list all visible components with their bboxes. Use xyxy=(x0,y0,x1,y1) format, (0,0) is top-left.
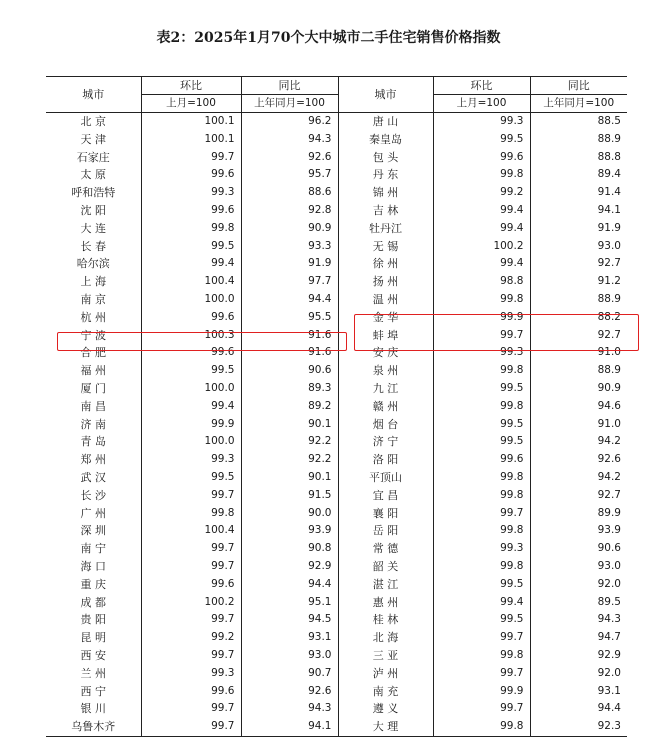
yoy-left: 95.5 xyxy=(241,309,338,327)
city-left: 成 都 xyxy=(80,595,106,609)
mom-left: 99.7 xyxy=(141,718,241,736)
city-left: 深 圳 xyxy=(80,524,106,538)
mom-right: 99.9 xyxy=(433,683,530,701)
table-row xyxy=(46,344,627,362)
yoy-left: 94.4 xyxy=(241,291,338,309)
table-body xyxy=(46,77,627,737)
city-right: 岳 阳 xyxy=(372,524,399,538)
city-left: 哈尔滨 xyxy=(76,257,110,271)
city-left: 南 京 xyxy=(80,292,106,306)
table-row xyxy=(46,647,627,665)
yoy-left: 94.3 xyxy=(241,131,338,149)
table-row xyxy=(46,416,627,434)
mom-right: 99.3 xyxy=(433,113,530,131)
city-right: 扬 州 xyxy=(372,275,399,289)
yoy-right: 88.2 xyxy=(530,309,627,327)
city-right: 蚌 埠 xyxy=(372,328,399,342)
table-row xyxy=(46,309,627,327)
city-left: 太 原 xyxy=(80,168,106,182)
mom-left: 100.0 xyxy=(141,433,241,451)
yoy-right: 92.9 xyxy=(530,647,627,665)
mom-right: 99.8 xyxy=(433,487,530,505)
city-left: 海 口 xyxy=(80,559,106,573)
yoy-right: 94.2 xyxy=(530,433,627,451)
yoy-left: 90.0 xyxy=(241,505,338,523)
city-left: 昆 明 xyxy=(80,631,106,645)
mom-right: 99.8 xyxy=(433,718,530,736)
mom-left: 100.1 xyxy=(141,131,241,149)
mom-base-left: 上月=100 xyxy=(141,95,241,113)
city-right: 徐 州 xyxy=(372,257,399,271)
mom-right: 99.2 xyxy=(433,184,530,202)
mom-right: 99.5 xyxy=(433,611,530,629)
city-left: 厦 门 xyxy=(80,381,106,395)
yoy-left: 88.6 xyxy=(241,184,338,202)
mom-left: 99.7 xyxy=(141,700,241,718)
yoy-right: 88.5 xyxy=(530,113,627,131)
mom-left: 99.4 xyxy=(141,398,241,416)
city-left: 银 川 xyxy=(80,702,106,716)
city-right: 烟 台 xyxy=(372,417,399,431)
table-row xyxy=(46,505,627,523)
yoy-left: 91.6 xyxy=(241,327,338,345)
city-left: 上 海 xyxy=(80,275,106,289)
city-right: 三 亚 xyxy=(372,648,399,662)
city-right: 锦 州 xyxy=(372,186,399,200)
mom-right: 99.7 xyxy=(433,327,530,345)
city-right: 大 理 xyxy=(372,720,399,734)
yoy-left: 92.2 xyxy=(241,433,338,451)
table-row xyxy=(46,238,627,256)
table-row xyxy=(46,665,627,683)
mom-left: 99.3 xyxy=(141,451,241,469)
mom-right: 99.5 xyxy=(433,433,530,451)
yoy-right: 91.0 xyxy=(530,416,627,434)
mom-right: 99.4 xyxy=(433,255,530,273)
mom-left: 99.7 xyxy=(141,647,241,665)
mom-left: 99.5 xyxy=(141,469,241,487)
yoy-right: 89.9 xyxy=(530,505,627,523)
city-right: 平顶山 xyxy=(369,470,402,484)
mom-right: 99.8 xyxy=(433,398,530,416)
mom-left: 99.4 xyxy=(141,255,241,273)
mom-header-left: 环比 xyxy=(141,77,241,95)
yoy-right: 89.4 xyxy=(530,166,627,184)
city-right: 遵 义 xyxy=(372,702,399,716)
yoy-left: 90.1 xyxy=(241,469,338,487)
table-row xyxy=(46,327,627,345)
mom-left: 99.3 xyxy=(141,184,241,202)
mom-left: 99.6 xyxy=(141,576,241,594)
yoy-left: 92.2 xyxy=(241,451,338,469)
city-left: 西 安 xyxy=(80,648,106,662)
mom-left: 99.3 xyxy=(141,665,241,683)
mom-right: 99.4 xyxy=(433,202,530,220)
city-right: 常 德 xyxy=(372,542,399,556)
mom-right: 99.8 xyxy=(433,362,530,380)
mom-left: 99.7 xyxy=(141,149,241,167)
city-left: 西 宁 xyxy=(80,684,106,698)
mom-right: 99.3 xyxy=(433,540,530,558)
city-left: 合 肥 xyxy=(80,346,106,360)
city-left: 北 京 xyxy=(80,115,106,128)
mom-right: 99.8 xyxy=(433,558,530,576)
city-right: 金 华 xyxy=(372,310,399,324)
yoy-right: 88.9 xyxy=(530,131,627,149)
table-row xyxy=(46,113,627,131)
city-right: 丹 东 xyxy=(372,168,399,182)
city-right: 襄 阳 xyxy=(372,506,399,520)
city-right: 无 锡 xyxy=(372,239,399,253)
table-row xyxy=(46,629,627,647)
mom-right: 99.7 xyxy=(433,505,530,523)
yoy-left: 92.6 xyxy=(241,149,338,167)
table-row xyxy=(46,184,627,202)
city-right: 惠 州 xyxy=(372,595,399,609)
city-left: 青 岛 xyxy=(80,435,106,449)
yoy-right: 92.3 xyxy=(530,718,627,736)
city-left: 长 沙 xyxy=(80,488,106,502)
yoy-left: 92.9 xyxy=(241,558,338,576)
yoy-right: 90.9 xyxy=(530,380,627,398)
yoy-left: 97.7 xyxy=(241,273,338,291)
mom-left: 99.6 xyxy=(141,166,241,184)
table-row xyxy=(46,398,627,416)
yoy-left: 90.6 xyxy=(241,362,338,380)
yoy-right: 92.0 xyxy=(530,665,627,683)
mom-left: 100.0 xyxy=(141,291,241,309)
yoy-right: 92.7 xyxy=(530,255,627,273)
yoy-base-left: 上年同月=100 xyxy=(241,95,338,113)
city-right: 秦皇岛 xyxy=(369,132,402,146)
city-left: 大 连 xyxy=(80,221,106,235)
mom-right: 99.6 xyxy=(433,149,530,167)
table-row xyxy=(46,273,627,291)
mom-right: 99.4 xyxy=(433,594,530,612)
yoy-left: 90.8 xyxy=(241,540,338,558)
yoy-right: 89.5 xyxy=(530,594,627,612)
city-right: 泉 州 xyxy=(372,364,399,378)
yoy-left: 89.2 xyxy=(241,398,338,416)
table-row xyxy=(46,558,627,576)
city-right: 九 江 xyxy=(372,381,399,395)
yoy-right: 94.6 xyxy=(530,398,627,416)
mom-left: 99.7 xyxy=(141,611,241,629)
table-row xyxy=(46,131,627,149)
table-row xyxy=(46,522,627,540)
yoy-right: 94.2 xyxy=(530,469,627,487)
yoy-right: 93.1 xyxy=(530,683,627,701)
mom-left: 99.7 xyxy=(141,487,241,505)
mom-base-right: 上月=100 xyxy=(433,95,530,113)
mom-left: 100.4 xyxy=(141,273,241,291)
mom-right: 99.7 xyxy=(433,629,530,647)
city-left: 长 春 xyxy=(80,239,106,253)
mom-left: 100.4 xyxy=(141,522,241,540)
city-right: 南 充 xyxy=(372,684,399,698)
yoy-right: 91.2 xyxy=(530,273,627,291)
city-header-left: 城市 xyxy=(82,88,105,101)
city-right: 洛 阳 xyxy=(372,453,399,467)
city-left: 南 昌 xyxy=(80,399,106,413)
mom-right: 99.8 xyxy=(433,469,530,487)
mom-right: 99.7 xyxy=(433,700,530,718)
yoy-left: 95.1 xyxy=(241,594,338,612)
city-right: 赣 州 xyxy=(372,399,399,413)
table-row xyxy=(46,166,627,184)
mom-left: 99.6 xyxy=(141,309,241,327)
mom-right: 99.8 xyxy=(433,647,530,665)
city-right: 桂 林 xyxy=(372,613,399,627)
yoy-right: 88.8 xyxy=(530,149,627,167)
city-left: 天 津 xyxy=(80,132,106,146)
city-right: 济 宁 xyxy=(372,435,399,449)
yoy-left: 94.3 xyxy=(241,700,338,718)
yoy-left: 90.9 xyxy=(241,220,338,238)
city-left: 兰 州 xyxy=(80,666,106,680)
city-right: 吉 林 xyxy=(372,203,399,217)
yoy-left: 93.9 xyxy=(241,522,338,540)
city-left: 南 宁 xyxy=(80,542,106,556)
mom-left: 99.6 xyxy=(141,344,241,362)
mom-left: 99.7 xyxy=(141,540,241,558)
mom-right: 99.4 xyxy=(433,220,530,238)
city-left: 重 庆 xyxy=(80,577,106,591)
city-header-right: 城市 xyxy=(374,88,397,101)
yoy-right: 90.6 xyxy=(530,540,627,558)
yoy-left: 89.3 xyxy=(241,380,338,398)
city-right: 湛 江 xyxy=(372,577,399,591)
table-row xyxy=(46,700,627,718)
mom-right: 99.5 xyxy=(433,416,530,434)
table-row xyxy=(46,291,627,309)
city-right: 安 庆 xyxy=(372,346,399,360)
mom-left: 99.2 xyxy=(141,629,241,647)
yoy-right: 94.3 xyxy=(530,611,627,629)
yoy-right: 94.1 xyxy=(530,202,627,220)
city-right: 北 海 xyxy=(372,631,399,645)
city-left: 广 州 xyxy=(80,506,106,520)
table-row xyxy=(46,451,627,469)
mom-left: 99.5 xyxy=(141,238,241,256)
mom-right: 99.5 xyxy=(433,576,530,594)
yoy-left: 94.1 xyxy=(241,718,338,736)
yoy-right: 93.0 xyxy=(530,558,627,576)
city-right: 温 州 xyxy=(372,292,399,306)
yoy-left: 90.1 xyxy=(241,416,338,434)
table-row xyxy=(46,683,627,701)
mom-left: 99.7 xyxy=(141,558,241,576)
table-row xyxy=(46,594,627,612)
table-row xyxy=(46,576,627,594)
yoy-left: 94.4 xyxy=(241,576,338,594)
table-row xyxy=(46,362,627,380)
mom-left: 99.8 xyxy=(141,505,241,523)
yoy-base-right: 上年同月=100 xyxy=(530,95,627,113)
city-right: 包 头 xyxy=(372,150,399,164)
yoy-right: 93.9 xyxy=(530,522,627,540)
mom-left: 100.2 xyxy=(141,594,241,612)
yoy-left: 93.3 xyxy=(241,238,338,256)
table-row xyxy=(46,487,627,505)
yoy-left: 90.7 xyxy=(241,665,338,683)
mom-right: 99.3 xyxy=(433,344,530,362)
table-row xyxy=(46,380,627,398)
yoy-left: 92.6 xyxy=(241,683,338,701)
yoy-left: 91.6 xyxy=(241,344,338,362)
city-left: 呼和浩特 xyxy=(71,186,116,200)
yoy-right: 94.4 xyxy=(530,700,627,718)
city-left: 福 州 xyxy=(80,364,106,378)
mom-right: 99.8 xyxy=(433,291,530,309)
mom-right: 99.6 xyxy=(433,451,530,469)
table-row xyxy=(46,220,627,238)
yoy-right: 91.4 xyxy=(530,184,627,202)
yoy-left: 94.5 xyxy=(241,611,338,629)
city-left: 郑 州 xyxy=(80,453,106,467)
table-row xyxy=(46,433,627,451)
yoy-right: 92.7 xyxy=(530,327,627,345)
yoy-left: 93.0 xyxy=(241,647,338,665)
mom-right: 100.2 xyxy=(433,238,530,256)
city-right: 泸 州 xyxy=(372,666,399,680)
city-right: 牡丹江 xyxy=(369,221,402,235)
price-index-table xyxy=(46,76,627,737)
header-row xyxy=(46,77,627,95)
table-row xyxy=(46,202,627,220)
yoy-left: 93.1 xyxy=(241,629,338,647)
yoy-header-left: 同比 xyxy=(241,77,338,95)
yoy-left: 91.9 xyxy=(241,255,338,273)
yoy-right: 92.0 xyxy=(530,576,627,594)
mom-right: 99.7 xyxy=(433,665,530,683)
mom-right: 98.8 xyxy=(433,273,530,291)
mom-right: 99.5 xyxy=(433,131,530,149)
table-row xyxy=(46,255,627,273)
mom-right: 99.8 xyxy=(433,166,530,184)
mom-right: 99.5 xyxy=(433,380,530,398)
city-left: 乌鲁木齐 xyxy=(71,720,116,734)
city-left: 石家庄 xyxy=(76,150,110,164)
city-right: 宜 昌 xyxy=(372,488,399,502)
yoy-left: 96.2 xyxy=(241,113,338,131)
city-left: 武 汉 xyxy=(80,470,106,484)
page-title: 表2：2025年1月70个大中城市二手住宅销售价格指数 xyxy=(156,30,501,46)
yoy-right: 92.6 xyxy=(530,451,627,469)
yoy-header-right: 同比 xyxy=(530,77,627,95)
mom-left: 99.6 xyxy=(141,202,241,220)
city-right: 韶 关 xyxy=(372,559,399,573)
table-row xyxy=(46,149,627,167)
yoy-left: 95.7 xyxy=(241,166,338,184)
table-row xyxy=(46,469,627,487)
mom-left: 99.8 xyxy=(141,220,241,238)
city-left: 贵 阳 xyxy=(80,613,106,627)
city-left: 沈 阳 xyxy=(80,203,106,217)
mom-left: 99.6 xyxy=(141,683,241,701)
mom-left: 100.0 xyxy=(141,380,241,398)
yoy-right: 88.9 xyxy=(530,291,627,309)
yoy-right: 88.9 xyxy=(530,362,627,380)
table-row xyxy=(46,540,627,558)
mom-right: 99.9 xyxy=(433,309,530,327)
mom-left: 100.3 xyxy=(141,327,241,345)
mom-left: 99.5 xyxy=(141,362,241,380)
mom-left: 99.9 xyxy=(141,416,241,434)
mom-right: 99.8 xyxy=(433,522,530,540)
city-left: 杭 州 xyxy=(80,310,106,324)
table-row xyxy=(46,611,627,629)
city-right: 唐 山 xyxy=(372,115,399,128)
mom-left: 100.1 xyxy=(141,113,241,131)
yoy-right: 93.0 xyxy=(530,238,627,256)
yoy-right: 92.7 xyxy=(530,487,627,505)
yoy-right: 94.7 xyxy=(530,629,627,647)
yoy-left: 92.8 xyxy=(241,202,338,220)
yoy-right: 91.9 xyxy=(530,220,627,238)
city-left: 宁 波 xyxy=(80,328,106,342)
mom-header-right: 环比 xyxy=(433,77,530,95)
city-left: 济 南 xyxy=(80,417,106,431)
yoy-right: 91.0 xyxy=(530,344,627,362)
yoy-left: 91.5 xyxy=(241,487,338,505)
table-row xyxy=(46,718,627,736)
